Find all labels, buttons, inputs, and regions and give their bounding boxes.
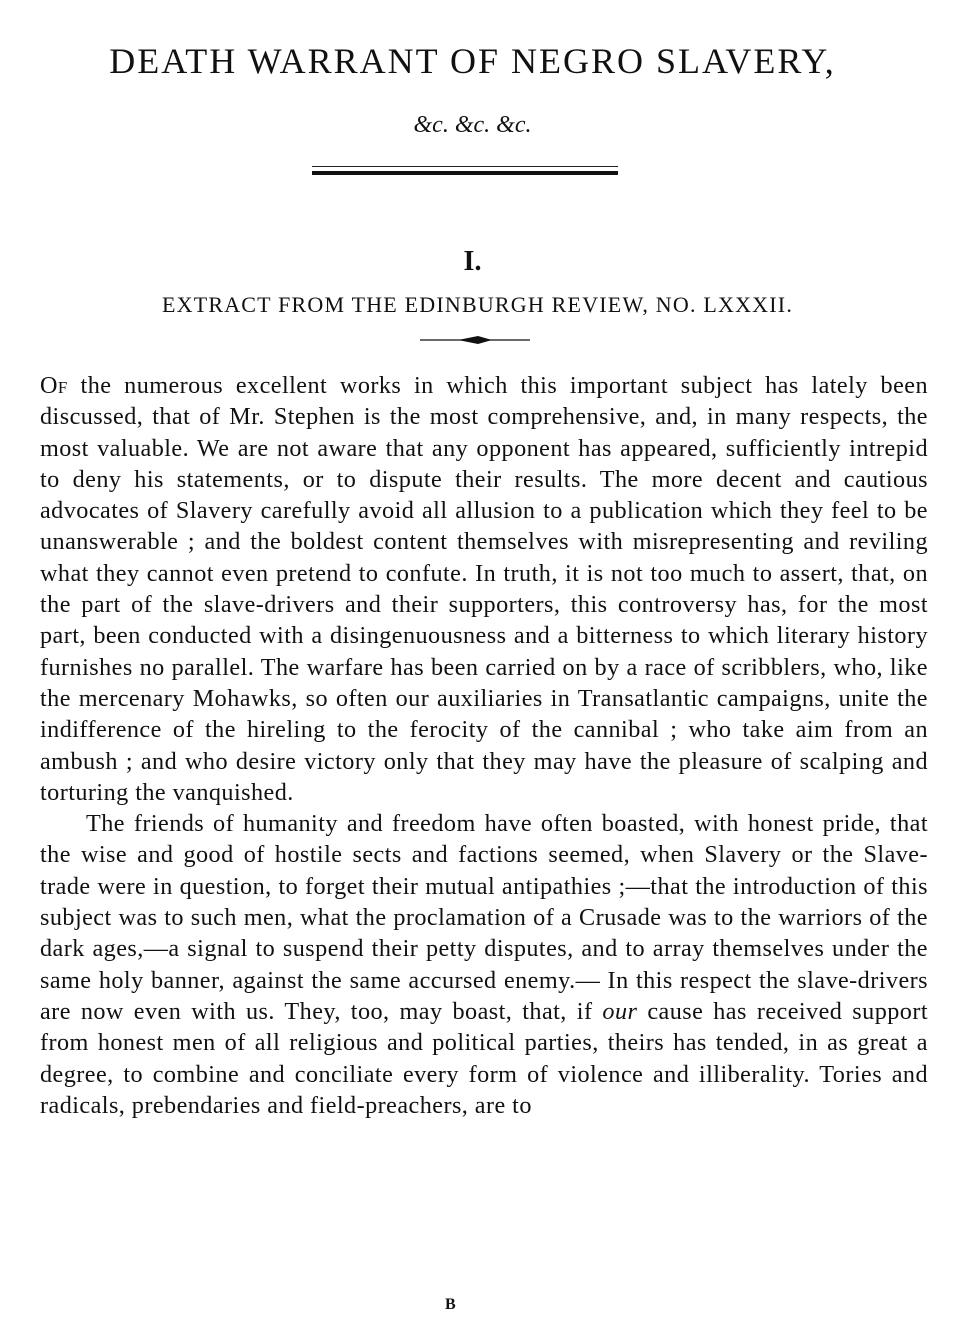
signature-mark: B — [445, 1296, 456, 1313]
title-rule-divider — [312, 166, 618, 175]
paragraph-1-lead: Of — [40, 372, 68, 399]
title-rule-thin-line — [312, 166, 618, 167]
paragraph-1 — [40, 370, 928, 808]
paragraph-2-italic-word: our — [602, 997, 638, 1025]
ornament-divider-icon — [420, 332, 530, 348]
section-heading: EXTRACT FROM THE EDINBURGH REVIEW, NO. LXXXII. — [161, 292, 794, 317]
document-title: DEATH WARRANT OF NEGRO SLAVERY, — [109, 41, 836, 81]
section-number: I. — [463, 246, 482, 277]
paragraph-2 — [40, 808, 928, 1121]
document-subtitle: &c. &c. &c. — [413, 112, 532, 138]
article-body — [40, 370, 928, 1121]
paragraph-2-text-start: The friends of humanity and freedom have often boasted, with honest pride, that the wise and good of hostile sects and factions seemed, when Slavery or the Slave-trade were in question, to forget their mutual antipathies ;—that the introduction of this subject was to such men, what the proclamation of a Crusade was to the warriors of the dark ages,—a signal to suspend their petty disputes, and to array themselves under the same holy banner, against the same accursed enemy.— In this respect the slave-drivers are now even with us. They, too, may boast, that, if — [40, 810, 928, 1025]
paragraph-2-text-end: cause has received support from honest men of all religious and political parties, theirs has tended, in as great a degree, to combine and conciliate every form of violence and illiberality. Tories and radicals, prebendaries and field-preachers, are to — [40, 997, 928, 1119]
title-rule-thick-line — [312, 171, 618, 175]
paragraph-1-text: the numerous excellent works in which this important subject has lately been discussed, that of Mr. Stephen is the most comprehensive, and, in many respects, the most valuable. We are not aware that any opponent has appeared, sufficiently intrepid to deny his statements, or to dispute their results. The more decent and cautious advocates of Slavery carefully avoid all allusion to a publication which they feel to be unanswerable ; and the boldest content themselves with misrepresenting and reviling what they cannot even pretend to confute. In truth, it is not too much to assert, that, on the part of the slave-drivers and their supporters, this controversy has, for the most part, been conducted with a disingenuousness and a bitterness to which literary history furnishes no parallel. The warfare has been carried on by a race of scribblers, who, like the mercenary Mohawks, so often our auxiliaries in Transatlantic campaigns, unite the indifference of the hireling to the ferocity of the cannibal ; who take aim from an ambush ; and who desire victory only that they may have the pleasure of scalping and torturing the vanquished. — [40, 372, 928, 806]
